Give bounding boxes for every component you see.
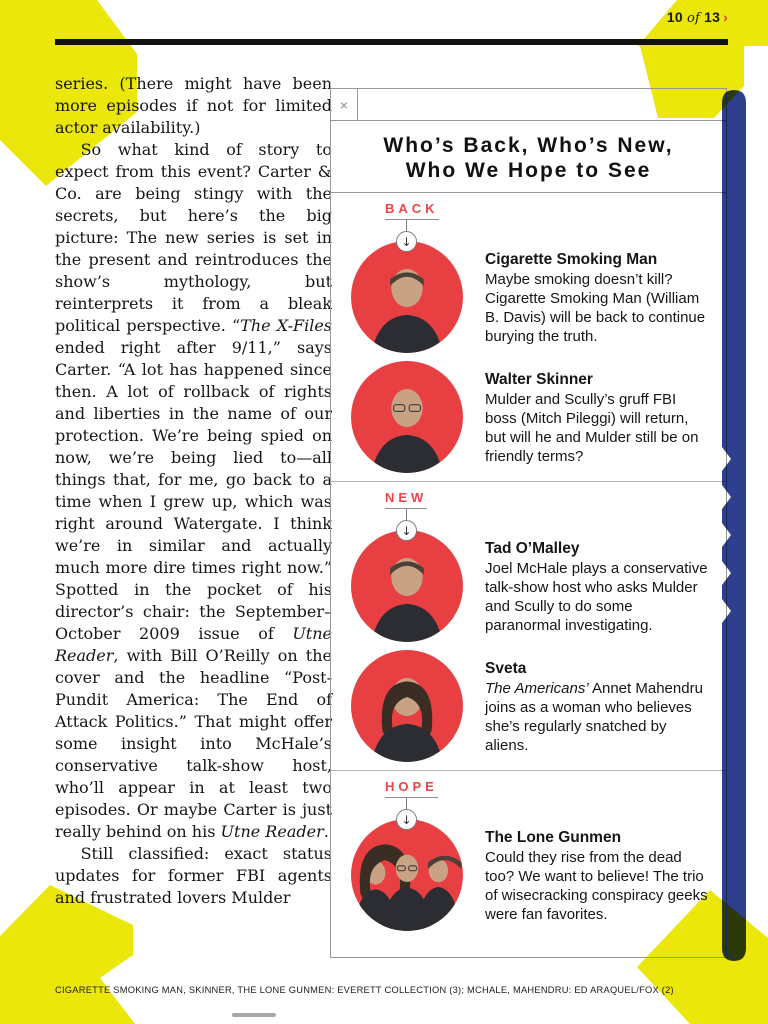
roster-entry (331, 530, 726, 650)
scroll-down-arrow-icon: ↓ (396, 809, 417, 830)
connector-line (406, 220, 407, 231)
text-segment: Mulder and Scully’s gruff FBI boss (Mitch Pileggi) will return, but will he and Mulder still be on friendly terms? (485, 391, 699, 465)
photo-credits: CIGARETTE SMOKING MAN, SKINNER, THE LONE GUNMEN: EVERETT COLLECTION (3); MCHALE, MAHENDRU: ED ARAQUEL/FOX (2) (55, 985, 674, 995)
text-segment: . (323, 822, 329, 841)
scroll-down-arrow-icon: ↓ (396, 231, 417, 252)
text-segment: Could they rise from the dead too? We want to believe! The trio of wisecracking conspiracy geeks were fan favorites. (485, 849, 708, 923)
entry-description (485, 559, 712, 635)
paragraph (55, 73, 332, 139)
entry-description (485, 390, 712, 466)
panel-title-line1: Who’s Back, Who’s New, (383, 134, 674, 157)
connector-line (406, 509, 407, 520)
entry-text (485, 530, 712, 635)
text-segment: Annet Mahendru joins as a woman who believes she’s regularly snatched by aliens. (485, 680, 703, 754)
text-segment: The X-Files (240, 316, 332, 335)
whos-back-panel (330, 88, 727, 958)
panel-section-hope (331, 771, 726, 939)
scroll-down-arrow-icon: ↓ (396, 520, 417, 541)
photo-the-lone-gunmen (351, 819, 463, 931)
roster-entry (331, 650, 726, 770)
page-number-current: 10 (666, 9, 683, 25)
text-segment: So what kind of story to expect from this event? Carter & Co. are being stingy with the secrets, but here’s the big picture: The new series is set in the present and reintroduces the show’s mythology, but reinterprets it from a bleak political perspective. “ (55, 140, 332, 335)
photo-walter-skinner (351, 361, 463, 473)
top-rule (55, 39, 728, 45)
of-label: of (687, 11, 701, 26)
text-segment: Utne Reader (55, 624, 332, 665)
panel-sections (331, 193, 726, 939)
entry-description (485, 848, 712, 924)
entry-name: Cigarette Smoking Man (485, 251, 658, 268)
entry-text (485, 650, 712, 755)
entry-name: Sveta (485, 660, 527, 677)
next-page-chevron-icon[interactable]: › (723, 9, 728, 25)
entry-description (485, 270, 712, 346)
paragraph (55, 139, 332, 843)
text-segment: , with Bill O’Reilly on the cover and the headline “Post-Pundit America: The End of Attack Politics.” That might offer some insight into McHale’s conservative talk-show host, who’ll appear in at least two episodes. Or maybe Carter is just really behind on his (55, 646, 332, 841)
text-segment: The Americans’ (485, 680, 589, 697)
panel-section-back (331, 193, 726, 482)
panel-header-spacer (358, 89, 726, 120)
text-segment: Utne Reader (220, 822, 324, 841)
panel-header-bar (331, 89, 726, 121)
text-segment: series. (There might have been more episodes if not for limited actor availability.) (55, 74, 332, 137)
text-segment: Joel McHale plays a conservative talk-show host who asks Mulder and Scully to do some paranormal investigating. (485, 560, 708, 634)
entry-text (485, 241, 712, 346)
connector-line (406, 798, 407, 809)
close-button[interactable] (331, 89, 358, 120)
entry-name: Tad O’Malley (485, 540, 580, 557)
deco-blue-sidebar (719, 88, 749, 968)
entry-description (485, 679, 712, 755)
panel-title-line2: Who We Hope to See (405, 159, 652, 182)
section-label: HOPE (385, 780, 438, 798)
pagination (560, 9, 728, 26)
entry-text (485, 361, 712, 466)
section-label: BACK (385, 202, 439, 220)
text-segment: Maybe smoking doesn’t kill? Cigarette Smoking Man (William B. Davis) will be back to continue burying the truth. (485, 271, 706, 345)
paragraph (55, 843, 332, 909)
roster-entry (331, 819, 726, 939)
article-column (55, 73, 332, 909)
page-scrubber-handle[interactable] (232, 1013, 276, 1017)
panel-section-new (331, 482, 726, 771)
photo-cigarette-smoking-man (351, 241, 463, 353)
roster-entry (331, 241, 726, 361)
page-number-total: 13 (704, 9, 721, 25)
section-label: NEW (385, 491, 427, 509)
photo-sveta (351, 650, 463, 762)
entry-text (485, 819, 712, 924)
photo-tad-o-malley (351, 530, 463, 642)
entry-name: Walter Skinner (485, 371, 593, 388)
roster-entry (331, 361, 726, 481)
close-icon: × (339, 96, 349, 113)
text-segment: Still classified: exact status updates for former FBI agents and frustrated lovers Mulder (55, 844, 332, 907)
text-segment: ended right after 9/11,” says Carter. “A lot has happened since then. A lot of rollback of rights and liberties in the name of our protection. We’re being spied on now, we’re being lied to—all things that, for me, go back to a time when I grew up, which was right around Watergate. I think we’re in similar and actually much more dire times right now.” Spotted in the pocket of his director’s chair: the September–October 2009 issue of (55, 338, 332, 643)
panel-title (331, 121, 726, 193)
entry-name: The Lone Gunmen (485, 829, 622, 846)
